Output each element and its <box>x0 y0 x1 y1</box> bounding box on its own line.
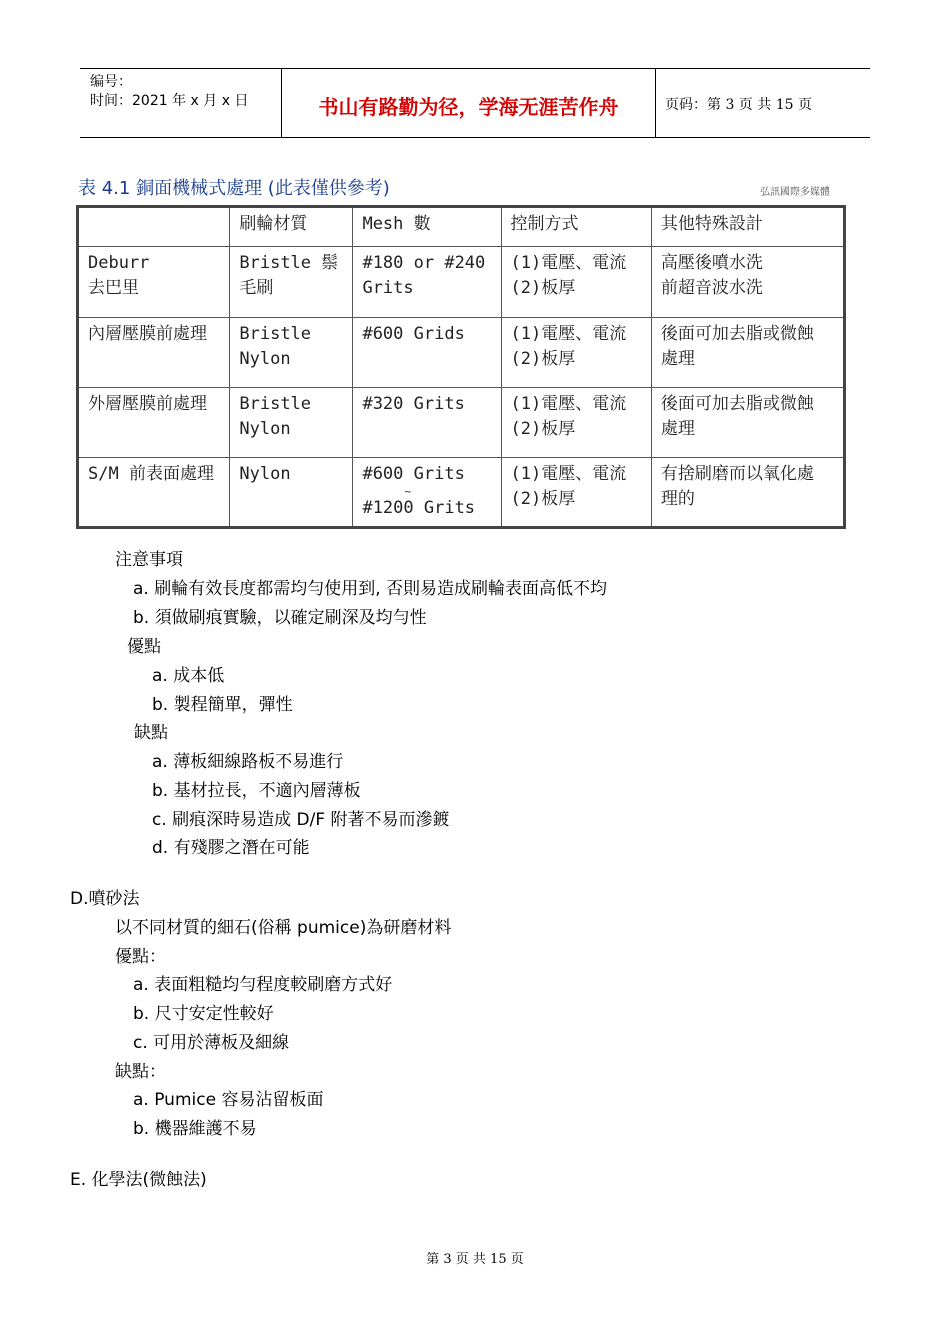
table-row <box>78 388 845 458</box>
table-cell <box>501 458 651 528</box>
section-d-intro: 以不同材質的細石(俗稱 pumice)為研磨材料 <box>115 918 452 938</box>
table-cell-line: (1)電壓、電流 <box>510 253 627 273</box>
table-cell-line: Bristle <box>239 394 312 414</box>
table-cell-line: S/M 前表面處理 <box>88 464 214 484</box>
pros-title: 優點 <box>127 637 161 657</box>
table-cell <box>651 458 844 528</box>
table-cell <box>501 318 651 388</box>
table-cell-line: Deburr <box>88 253 150 273</box>
con-item: a. 薄板細線路板不易進行 <box>152 752 344 772</box>
table-cell-line: 後面可加去脂或微蝕 <box>660 394 814 414</box>
table-cell-line: Bristle <box>239 324 312 344</box>
table-cell-line: Grits <box>362 278 414 298</box>
table-cell-line: #1200 Grits <box>362 498 476 518</box>
table-header-cell: 控制方式 <box>501 207 651 247</box>
header-meta <box>90 73 248 111</box>
table-cell <box>78 318 230 388</box>
notes-title: 注意事項 <box>115 550 183 570</box>
d-pro-item: b. 尺寸安定性較好 <box>133 1004 274 1024</box>
table-cell-line: (2)板厚 <box>510 489 576 509</box>
table-cell-line: Bristle 鬃 <box>239 253 339 273</box>
table-header-cell: 刷輪材質 <box>230 207 353 247</box>
page-footer: 第 3 页 共 15 页 <box>426 1252 524 1267</box>
table-cell-line: 有捨刷磨而以氧化處 <box>660 464 814 484</box>
table-row <box>78 318 845 388</box>
page-info: 页码：第 3 页 共 15 页 <box>665 97 812 113</box>
table-cell <box>353 388 501 458</box>
number-label: 编号： <box>90 74 132 90</box>
table-cell-line: 高壓後噴水洗 <box>660 253 763 273</box>
table-cell <box>501 247 651 318</box>
con-item: b. 基材拉長，不適內層薄板 <box>152 781 361 801</box>
table-cell-line: (1)電壓、電流 <box>510 394 627 414</box>
table-cell <box>501 388 651 458</box>
table-cell <box>78 388 230 458</box>
table-cell <box>230 388 353 458</box>
table-cell-line: ~ <box>404 485 412 498</box>
table-cell <box>353 458 501 528</box>
table-cell-line: 前超音波水洗 <box>660 278 763 298</box>
table-cell-line: Nylon <box>239 349 291 369</box>
table-cell-line: #320 Grits <box>362 394 465 414</box>
note-item: b. 須做刷痕實驗，以確定刷深及均勻性 <box>133 608 427 628</box>
table-cell-line: 毛刷 <box>239 278 274 298</box>
table-cell-line: Nylon <box>239 464 291 484</box>
table-cell-line: 去巴里 <box>88 278 139 298</box>
table-cell-line: 後面可加去脂或微蝕 <box>660 324 814 344</box>
copper-treatment-table <box>76 205 846 529</box>
pro-item: b. 製程簡單，彈性 <box>152 695 293 715</box>
table-cell <box>230 318 353 388</box>
pro-item: a. 成本低 <box>152 666 225 686</box>
con-item: d. 有殘膠之潛在可能 <box>152 838 310 858</box>
table-cell-line: 內層壓膜前處理 <box>88 324 207 344</box>
table-cell <box>78 458 230 528</box>
header-motto: 书山有路勤为径，学海无涯苦作舟 <box>318 95 619 119</box>
figure-credit: 弘訊國際多媒體 <box>760 187 830 198</box>
table-cell-line: #600 Grids <box>362 324 465 344</box>
page-header <box>80 68 870 138</box>
d-con-item: a. Pumice 容易沾留板面 <box>133 1090 324 1110</box>
table-cell-line: (1)電壓、電流 <box>510 464 627 484</box>
table-cell <box>353 247 501 318</box>
d-pros-title: 優點： <box>115 947 166 967</box>
header-divider <box>655 69 656 137</box>
table-header-cell: 其他特殊設計 <box>651 207 844 247</box>
cons-title: 缺點 <box>134 723 168 743</box>
table-cell-line: (1)電壓、電流 <box>510 324 627 344</box>
table-cell <box>353 318 501 388</box>
table-row <box>78 247 845 318</box>
table-row <box>78 458 845 528</box>
d-cons-title: 缺點： <box>115 1062 166 1082</box>
table-cell-line: 外層壓膜前處理 <box>88 394 207 414</box>
table-cell <box>651 247 844 318</box>
d-pro-item: c. 可用於薄板及細線 <box>133 1033 290 1053</box>
table-header-cell <box>78 207 230 247</box>
table-cell <box>651 318 844 388</box>
section-d-heading: D.噴砂法 <box>70 889 140 909</box>
table-header-cell: Mesh 數 <box>353 207 501 247</box>
table-cell-line: Nylon <box>239 419 291 439</box>
table-cell-line: 處理 <box>660 419 695 439</box>
note-item: a. 刷輪有效長度都需均勻使用到, 否則易造成刷輪表面高低不均 <box>133 579 608 599</box>
table-cell-line: 處理 <box>660 349 695 369</box>
table-cell <box>651 388 844 458</box>
d-con-item: b. 機器維護不易 <box>133 1119 257 1139</box>
d-pro-item: a. 表面粗糙均勻程度較刷磨方式好 <box>133 975 393 995</box>
section-e-heading: E. 化學法(微蝕法) <box>70 1170 207 1190</box>
date-line: 时间：2021 年 x 月 x 日 <box>90 93 249 109</box>
table-cell-line: #180 or #240 <box>362 253 486 273</box>
table-cell <box>230 458 353 528</box>
table-cell <box>230 247 353 318</box>
table-cell-line: (2)板厚 <box>510 419 576 439</box>
table-cell-line: #600 Grits <box>362 464 465 484</box>
table-cell <box>78 247 230 318</box>
table-cell-line: 理的 <box>660 489 695 509</box>
table-cell-line: (2)板厚 <box>510 278 576 298</box>
con-item: c. 刷痕深時易造成 D/F 附著不易而滲鍍 <box>152 810 450 830</box>
figure-title: 表 4.1 銅面機械式處理 (此表僅供參考) <box>78 178 390 199</box>
table-cell-line: (2)板厚 <box>510 349 576 369</box>
